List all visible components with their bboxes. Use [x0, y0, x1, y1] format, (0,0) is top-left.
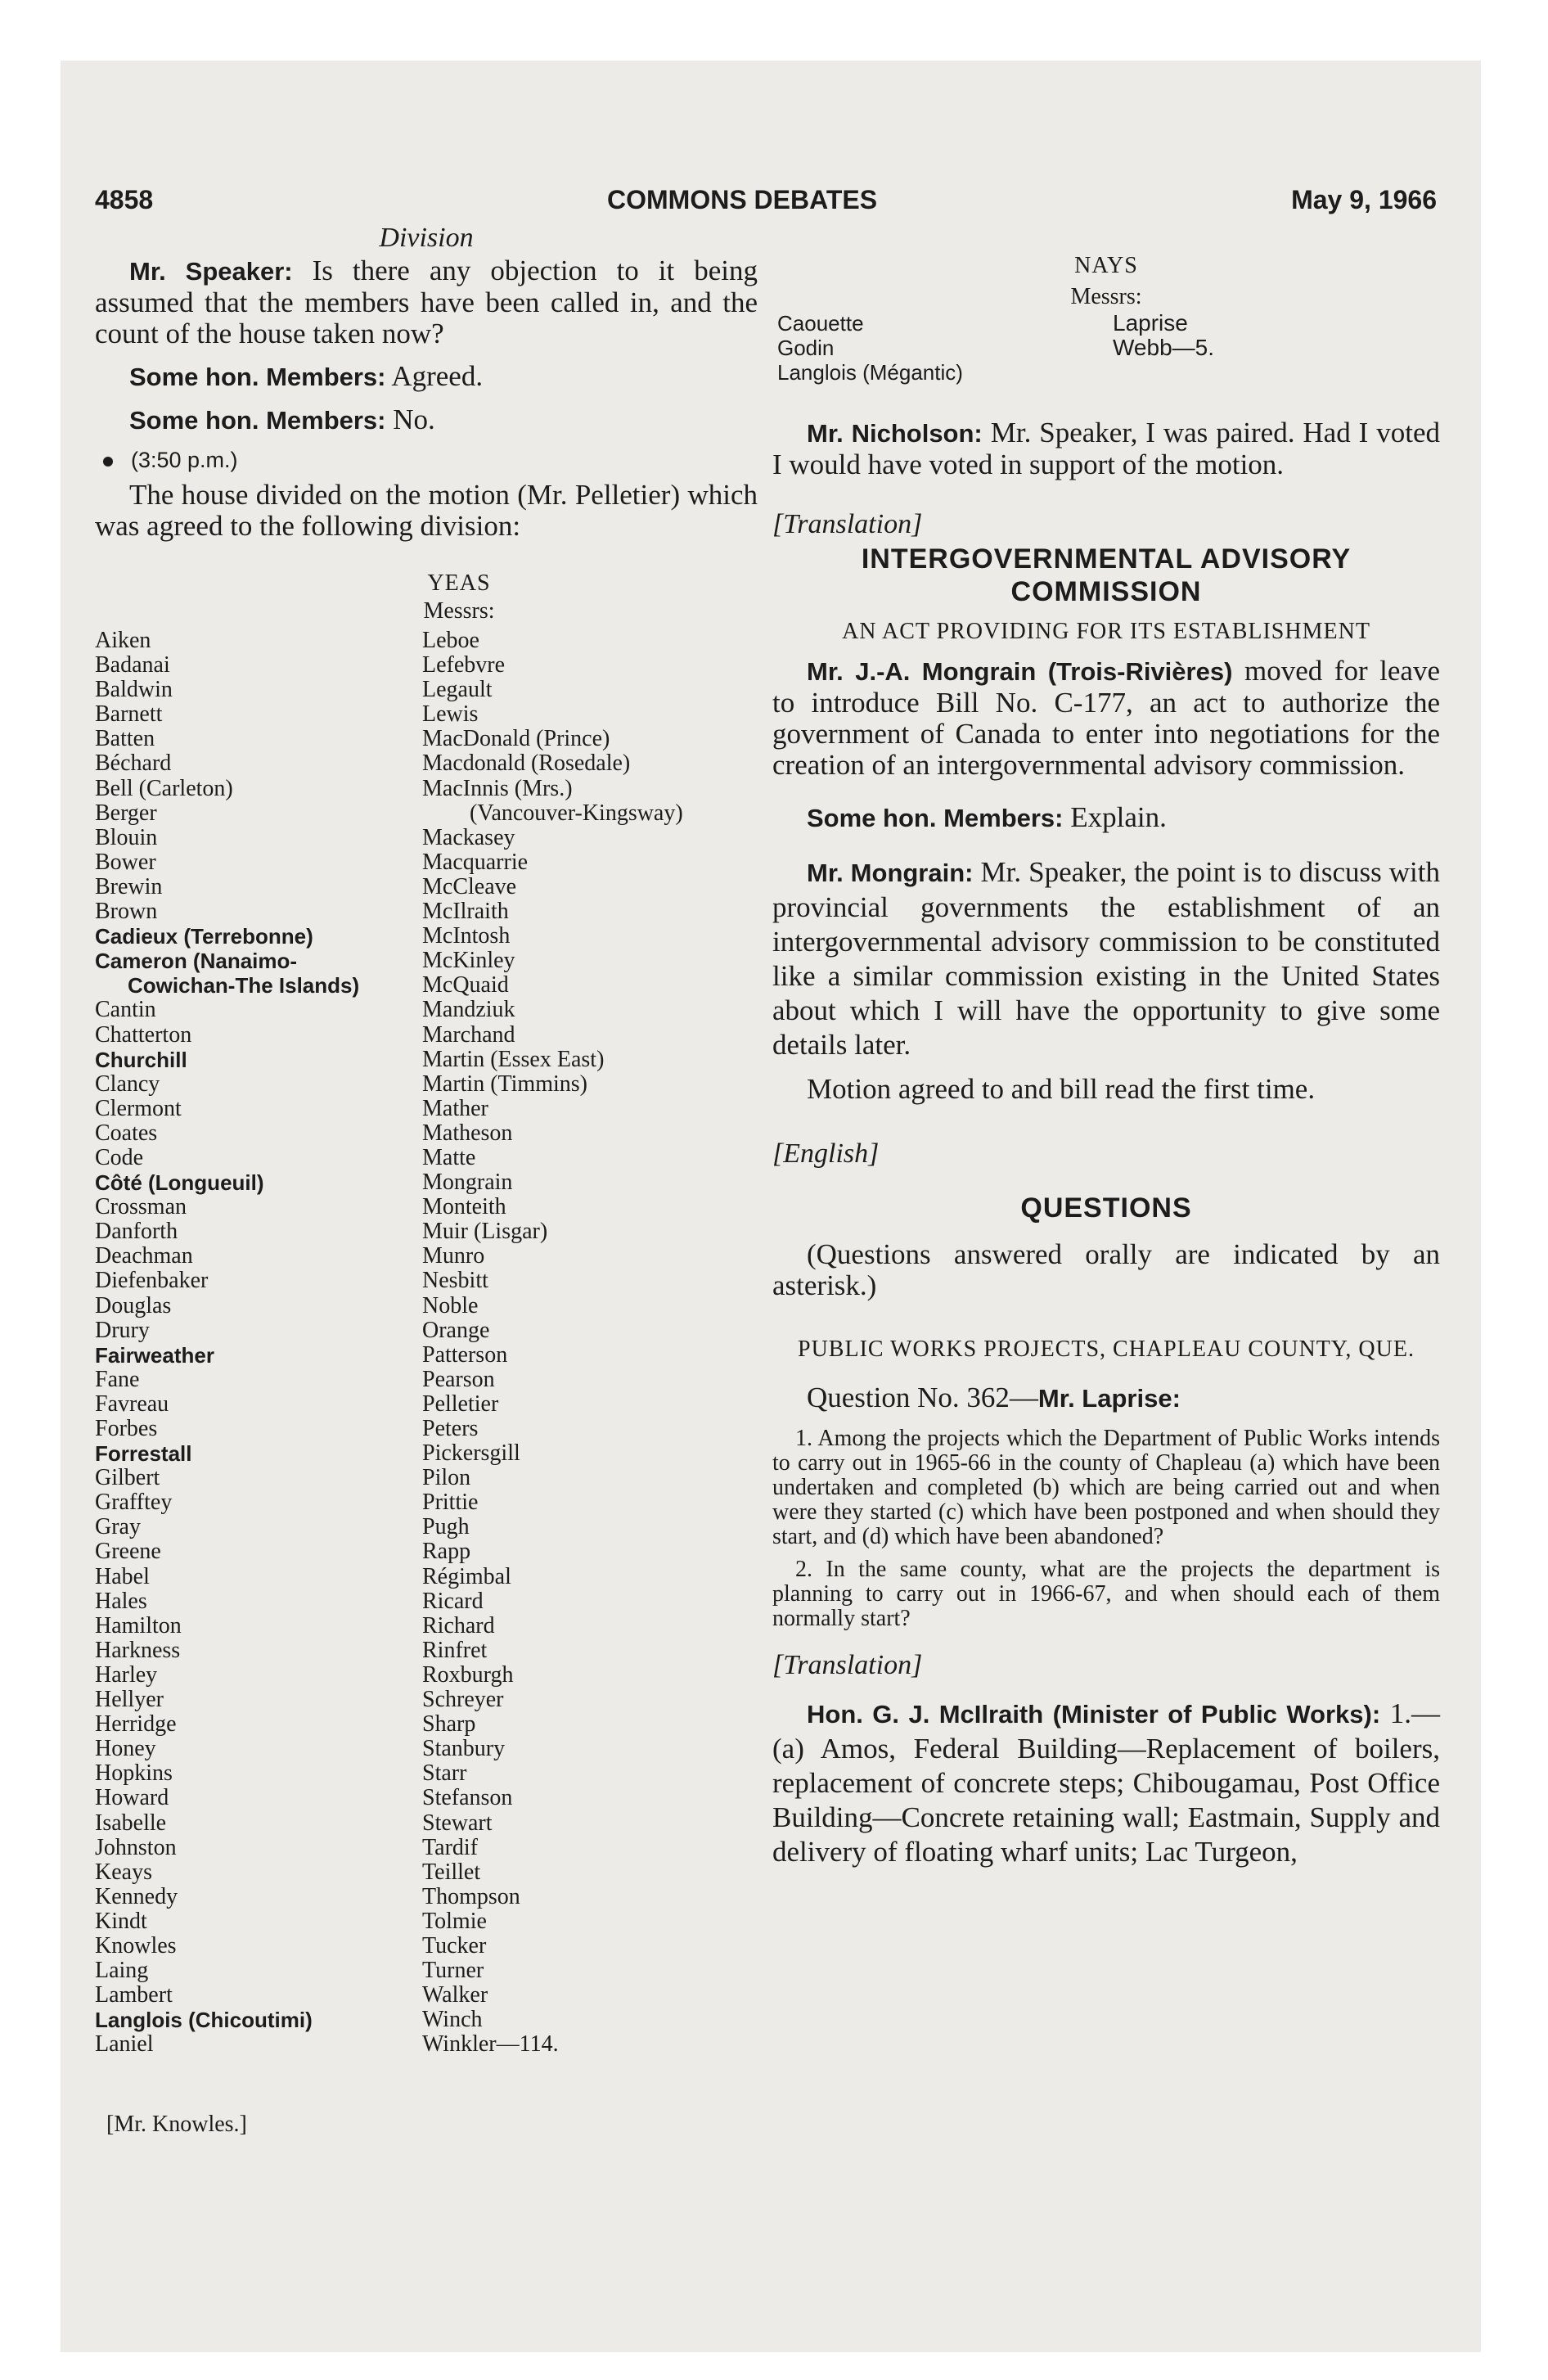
member-name: Crossman: [95, 1194, 187, 1220]
member-name: Deachman: [95, 1243, 193, 1269]
member-name: Macquarrie: [422, 849, 529, 875]
speaker-text: Is there any objection to it being assumed that the members have been called in, and the count of the house taken now?: [95, 255, 758, 349]
members-reply: No.: [393, 403, 435, 435]
member-name: Badanai: [95, 652, 170, 678]
members-label: Some hon. Members:: [129, 406, 386, 435]
member-name: Leboe: [422, 628, 479, 653]
mongrain-explain-text: Mr. Speaker, the point is to discuss with provincial governments the establishment of an intergovernmental advisory commission to be constituted like a similar commission existing in the United States about which I will have the opportunity to give some details later.: [772, 856, 1441, 1061]
member-name: Hopkins: [95, 1760, 173, 1787]
right-column: [772, 221, 1440, 1869]
commission-heading: INTERGOVERNMENTAL ADVISORY COMMISSION: [861, 543, 1352, 607]
members-reply: Agreed.: [391, 360, 484, 392]
member-name: Nesbitt: [422, 1268, 488, 1294]
member-name: Isabelle: [95, 1810, 167, 1836]
member-name: Munro: [422, 1243, 485, 1269]
member-name: Bell (Carleton): [95, 775, 233, 801]
running-header: [95, 185, 1437, 221]
division-paragraph: The house divided on the motion (Mr. Pelletier) which was agreed to the following division:: [95, 479, 758, 542]
member-name: Douglas: [95, 1292, 172, 1318]
member-name: Legault: [422, 677, 493, 703]
member-name: McIlraith: [422, 899, 509, 925]
member-name: McQuaid: [422, 972, 509, 998]
mongrain-name: Mr. Mongrain:: [807, 859, 974, 887]
member-name: Johnston: [95, 1834, 177, 1860]
member-name: Honey: [95, 1736, 156, 1762]
members-reply-no: [95, 404, 758, 436]
member-name: Cadieux (Terrebonne): [95, 924, 313, 949]
member-name: MacDonald (Prince): [422, 726, 610, 752]
section-title: Division: [379, 223, 474, 253]
nays-list: [772, 311, 1440, 393]
nicholson-paragraph: [772, 417, 1440, 480]
member-name: (Vancouver-Kingsway): [470, 800, 683, 826]
member-name: McKinley: [422, 948, 515, 974]
member-name: Clermont: [95, 1095, 182, 1121]
translation-label-2: [Translation]: [772, 1650, 923, 1680]
member-name: McIntosh: [422, 923, 511, 949]
member-name: Pugh: [422, 1514, 470, 1540]
member-name: Forrestall: [95, 1441, 192, 1467]
member-name: Gray: [95, 1514, 141, 1540]
member-name: Harley: [95, 1661, 158, 1688]
members-label: Some hon. Members:: [807, 804, 1064, 832]
member-name: Berger: [95, 800, 157, 826]
footer-speaker: [Mr. Knowles.]: [106, 2112, 247, 2137]
member-name: Harkness: [95, 1637, 181, 1663]
time-stamp: (3:50 p.m.): [131, 448, 238, 472]
member-name: Prittie: [422, 1490, 479, 1516]
member-name: Matte: [422, 1144, 476, 1170]
mongrain-motion-paragraph: [772, 656, 1440, 781]
left-column: [95, 221, 758, 2137]
member-name: Brewin: [95, 873, 163, 899]
question-item-2: 2. In the same county, what are the projects the department is planning to carry out in 1966-67, and when should each of them normally start?: [772, 1557, 1440, 1631]
member-name: Kindt: [95, 1908, 147, 1934]
member-name: MacInnis (Mrs.): [422, 775, 573, 801]
member-name: Lewis: [422, 701, 479, 728]
member-name: Marchand: [422, 1021, 515, 1048]
member-name: Favreau: [95, 1391, 169, 1417]
yeas-column-1: [95, 629, 359, 2057]
member-name: Martin (Essex East): [422, 1046, 605, 1072]
member-name: Fane: [95, 1366, 140, 1392]
members-explain: [772, 802, 1440, 834]
member-name: Laniel: [95, 2031, 154, 2058]
member-name: Greene: [95, 1539, 161, 1565]
yeas-messrs: Messrs:: [423, 598, 495, 624]
answer-paragraph: [772, 1697, 1440, 1869]
member-name: Monteith: [422, 1194, 506, 1220]
member-name: Clancy: [95, 1071, 160, 1097]
member-name: Danforth: [95, 1219, 178, 1245]
member-name: Hellyer: [95, 1687, 164, 1713]
member-name: Code: [95, 1144, 144, 1170]
member-name: Hales: [95, 1588, 147, 1614]
member-name: Habel: [95, 1563, 150, 1589]
member-name: Caouette: [777, 311, 864, 336]
member-name: Diefenbaker: [95, 1268, 209, 1294]
member-name: Aiken: [95, 628, 151, 653]
member-name: Batten: [95, 726, 155, 752]
member-name: Barnett: [95, 701, 163, 728]
member-name: Régimbal: [422, 1563, 511, 1589]
member-name: Peters: [422, 1416, 479, 1441]
nays-messrs: Messrs:: [1070, 284, 1142, 309]
member-name: Laing: [95, 1958, 149, 1984]
member-name: Roxburgh: [422, 1661, 514, 1688]
nays-column-1: [777, 311, 963, 385]
member-name: Pelletier: [422, 1391, 499, 1417]
member-name: Mandziuk: [422, 997, 515, 1023]
answer-name: Hon. G. J. McIlraith (Minister of Public Works):: [807, 1700, 1381, 1729]
question-subject: PUBLIC WORKS PROJECTS, CHAPLEAU COUNTY, QUE.: [798, 1336, 1415, 1362]
member-name: Drury: [95, 1317, 150, 1343]
member-name: Schreyer: [422, 1687, 504, 1713]
member-name: Cameron (Nanaimo-: [95, 949, 298, 974]
member-name: Noble: [422, 1292, 479, 1318]
mongrain-text: moved for leave to introduce Bill No. C-177, an act to authorize the government of Canada to enter into negotiations for the creation of an intergovernmental advisory commission.: [772, 655, 1441, 781]
question-number-line: [772, 1382, 1440, 1415]
speaker-paragraph: [95, 255, 758, 349]
member-name: Martin (Timmins): [422, 1071, 587, 1097]
nicholson-name: Mr. Nicholson:: [807, 419, 983, 448]
member-name: Lefebvre: [422, 652, 506, 678]
member-name: Pearson: [422, 1366, 495, 1392]
member-name: Langlois (Chicoutimi): [95, 2008, 313, 2033]
mongrain-name: Mr. J.-A. Mongrain (Trois-Rivières): [807, 657, 1233, 686]
question-item-1: 1. Among the projects which the Department of Public Works intends to carry out in 1965-66 in the county of Chapleau (a) which have been undertaken and completed (b) which are being carried out and when were they started (c) which have been postponed and when should they start, and (d) which have been abandoned?: [772, 1426, 1440, 1549]
member-name: Macdonald (Rosedale): [422, 751, 631, 777]
member-name: Chatterton: [95, 1021, 192, 1048]
member-name: Gilbert: [95, 1465, 160, 1491]
member-name: Mongrain: [422, 1170, 513, 1196]
member-name: Brown: [95, 899, 158, 925]
member-name: Lambert: [95, 1982, 173, 2008]
time-stamp-line: [95, 448, 758, 473]
questions-heading: QUESTIONS: [1020, 1192, 1192, 1224]
member-name: Rinfret: [422, 1637, 488, 1663]
page-number: 4858: [95, 185, 154, 214]
member-name: Pickersgill: [422, 1440, 520, 1467]
member-name: Herridge: [95, 1711, 177, 1738]
mongrain-explain-paragraph: [772, 855, 1440, 1062]
member-name: Matheson: [422, 1120, 513, 1146]
yeas-heading: YEAS: [427, 570, 491, 596]
member-name: Webb—5.: [1113, 335, 1214, 361]
member-name: Pilon: [422, 1465, 471, 1491]
member-name: Ricard: [422, 1588, 484, 1614]
bullet-icon: [103, 457, 113, 467]
questions-note: (Questions answered orally are indicated by an asterisk.): [772, 1238, 1440, 1301]
member-name: Keays: [95, 1859, 152, 1885]
member-name: Winch: [422, 2007, 483, 2033]
member-name: Côté (Longueuil): [95, 1170, 264, 1196]
member-name: Stewart: [422, 1810, 493, 1836]
nays-heading: NAYS: [1074, 253, 1138, 278]
member-name: Forbes: [95, 1416, 158, 1441]
speaker-name: Mr. Speaker:: [129, 257, 293, 286]
question-number: Question No. 362—: [807, 1382, 1038, 1413]
member-name: Grafftey: [95, 1490, 173, 1516]
member-name: Cowichan-The Islands): [128, 973, 360, 998]
member-name: Winkler—114.: [422, 2031, 559, 2058]
member-name: McCleave: [422, 873, 517, 899]
member-name: Churchill: [95, 1047, 187, 1072]
member-name: Patterson: [422, 1341, 508, 1368]
motion-agreed: Motion agreed to and bill read the first time.: [807, 1073, 1316, 1105]
member-name: Tolmie: [422, 1908, 487, 1934]
answer-text: 1.—(a) Amos, Federal Building—Replacement of boilers, replacement of concrete steps; Chibougamau, Post Office Building—Concrete retaining wall; Eastmain, Supply and delivery of floating wharf units; Lac Turgeon,: [772, 1697, 1440, 1868]
translation-label: [Translation]: [772, 509, 923, 539]
member-name: Walker: [422, 1982, 488, 2008]
member-name: Baldwin: [95, 677, 173, 703]
question-by: Mr. Laprise:: [1037, 1384, 1181, 1413]
member-name: Hamilton: [95, 1612, 182, 1639]
member-name: Muir (Lisgar): [422, 1219, 548, 1245]
nays-column-2: [1113, 311, 1214, 360]
members-reply-agreed: [95, 361, 758, 393]
members-label: Some hon. Members:: [129, 363, 386, 391]
member-name: Laprise: [1113, 310, 1188, 336]
member-name: Bower: [95, 849, 156, 875]
member-name: Rapp: [422, 1539, 471, 1565]
member-name: Tardif: [422, 1834, 479, 1860]
member-name: Stanbury: [422, 1736, 506, 1762]
members-reply: Explain.: [1070, 801, 1167, 833]
member-name: Fairweather: [95, 1342, 214, 1368]
member-name: Kennedy: [95, 1883, 178, 1909]
member-name: Cantin: [95, 997, 156, 1023]
member-name: Sharp: [422, 1711, 476, 1738]
publication-title: COMMONS DEBATES: [607, 185, 878, 214]
member-name: Orange: [422, 1317, 490, 1343]
member-name: Coates: [95, 1120, 158, 1146]
member-name: Béchard: [95, 751, 172, 777]
yeas-column-2: [422, 629, 683, 2057]
member-name: Teillet: [422, 1859, 481, 1885]
english-label: [English]: [772, 1138, 880, 1169]
member-name: Stefanson: [422, 1785, 513, 1811]
member-name: Blouin: [95, 824, 158, 850]
member-name: Mackasey: [422, 824, 515, 850]
member-name: Langlois (Mégantic): [777, 360, 963, 385]
member-name: Thompson: [422, 1883, 520, 1909]
member-name: Howard: [95, 1785, 169, 1811]
member-name: Mather: [422, 1095, 488, 1121]
act-subheading: AN ACT PROVIDING FOR ITS ESTABLISHMENT: [842, 619, 1370, 644]
member-name: Richard: [422, 1612, 495, 1639]
member-name: Turner: [422, 1958, 484, 1984]
member-name: Godin: [777, 336, 835, 361]
member-name: Tucker: [422, 1932, 487, 1959]
nicholson-text: Mr. Speaker, I was paired. Had I voted I would have voted in support of the motion.: [772, 417, 1440, 480]
publication-date: May 9, 1966: [1291, 185, 1437, 214]
member-name: Starr: [422, 1760, 467, 1787]
member-name: Knowles: [95, 1932, 177, 1959]
